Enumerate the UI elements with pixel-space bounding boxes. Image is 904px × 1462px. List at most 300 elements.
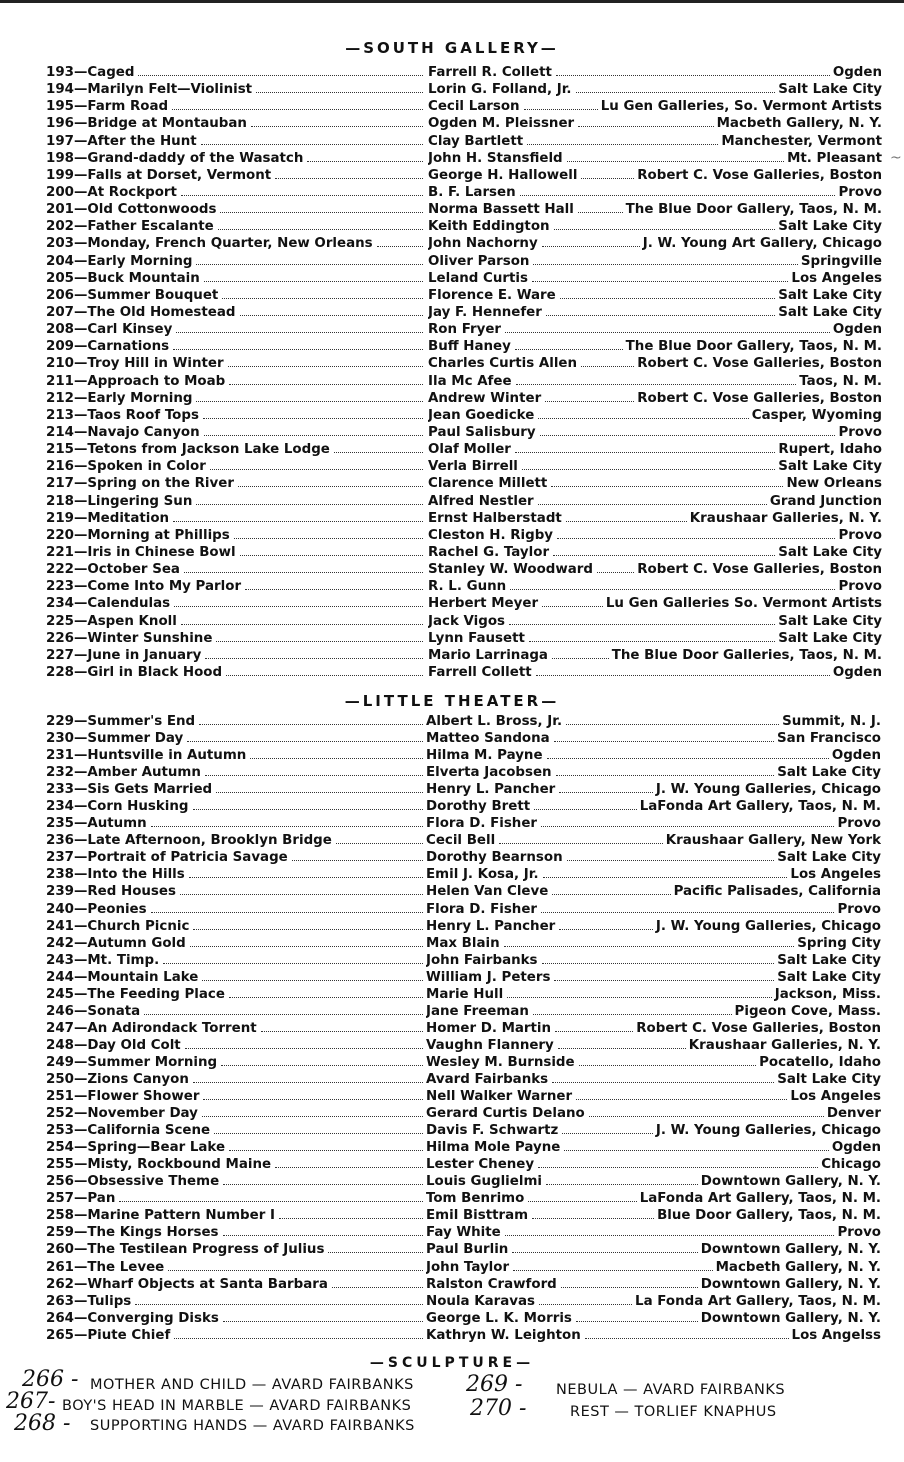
entry-location: The Blue Door Gallery, Taos, N. M. [625,202,882,218]
entry-artist: Henry L. Pancher [426,782,556,798]
entry-artist: Stanley W. Woodward [428,562,593,578]
catalog-entry [0,730,904,747]
entry-dash: — [73,1089,88,1105]
entry-artist-location [428,150,882,167]
catalog-entry [0,1156,904,1173]
catalog-entry [0,952,904,969]
catalog-entry [0,407,904,424]
entry-number-title [46,1207,426,1224]
entry-dash: — [73,799,88,815]
entry-number: 225 [46,613,74,629]
entry-number-title [46,1173,426,1190]
entry-number: 229 [46,714,74,729]
entry-dash: — [73,579,88,595]
entry-dash: — [73,304,88,320]
entry-number-title [46,287,426,304]
sculpture-entry-267: BOY'S HEAD IN MARBLE — AVARD FAIRBANKS [62,1398,412,1414]
catalog-entry [0,475,904,492]
dot-leader [515,338,623,350]
entry-artist: Jane Freeman [426,1003,529,1019]
dot-leader [520,184,836,196]
entry-artist-location [426,986,881,1003]
entry-artist: Emil Bisttram [426,1208,529,1224]
entry-artist: Davis F. Schwartz [426,1123,559,1139]
entry-artist-location [428,458,882,475]
entry-artist-location [428,355,882,372]
entry-dash: — [73,1106,88,1122]
entry-artist-location [428,201,882,218]
entry-location: Salt Lake City [778,82,882,98]
entry-artist-location [426,1173,881,1190]
entry-number-title [46,730,426,747]
entry-artist-location [426,866,881,883]
dot-leader [190,935,423,947]
entry-number-title [46,1156,426,1173]
entry-artist: Cecil Larson [428,99,520,115]
entry-number: 258 [46,1208,74,1224]
entry-title: Spring—Bear Lake [87,1140,226,1156]
dot-leader [536,664,830,676]
entry-title: Summer Morning [87,1054,218,1070]
entry-location: Ogden [832,322,882,338]
entry-artist: Dorothy Brett [426,799,531,815]
entry-artist: Cleston H. Rigby [428,527,554,543]
catalog-entry [0,781,904,798]
dot-leader [538,1156,818,1168]
dot-leader [205,764,423,776]
entry-artist-location [428,578,882,595]
entry-number-title [46,1310,426,1327]
entry-artist: Louis Guglielmi [426,1174,542,1190]
entry-location: Lu Gen Galleries So. Vermont Artists [605,596,882,612]
entry-artist: George H. Hallowell [428,167,578,183]
entry-location: Provo [837,1225,881,1241]
entry-number-title [46,1259,426,1276]
dot-leader [203,407,423,419]
dot-leader [556,764,775,776]
entry-title: Zions Canyon [87,1071,189,1087]
entry-dash: — [73,442,88,458]
catalog-entry [0,184,904,201]
dot-leader [216,630,423,642]
dot-leader [193,798,424,810]
dot-leader [275,1156,423,1168]
dot-leader [204,424,423,436]
catalog-entry [0,1139,904,1156]
entry-title: The Levee [87,1259,165,1275]
entry-dash: — [73,270,88,286]
entry-artist-location [428,510,882,527]
catalog-entry [0,1020,904,1037]
entry-number: 216 [46,459,74,475]
entry-title: Meditation [87,510,170,526]
entry-number: 227 [46,647,74,663]
entry-location: Los Angelss [791,1327,881,1343]
entry-title: California Scene [87,1123,211,1139]
catalog-entry [0,561,904,578]
dot-leader [566,713,779,725]
entry-number-title [46,510,426,527]
entry-number: 239 [46,884,74,900]
entry-title: The Kings Horses [87,1225,219,1241]
entry-number: 215 [46,442,74,458]
entry-artist: Ernst Halberstadt [428,510,562,526]
entry-title: Summer Day [87,731,184,747]
catalog-entry [0,527,904,544]
catalog-entry [0,764,904,781]
entry-location: Salt Lake City [777,1071,881,1087]
entry-dash: — [73,1140,88,1156]
entry-artist-location [426,1224,881,1241]
dot-leader [541,901,834,913]
dot-leader [562,1122,653,1134]
catalog-entry [0,1173,904,1190]
entry-title: Father Escalante [87,219,214,235]
entry-location: J. W. Young Galleries, Chicago [655,782,881,798]
entry-number: 196 [46,116,74,132]
entry-number: 209 [46,339,74,355]
entry-location: Macbeth Gallery, N. Y. [716,116,882,132]
entry-number-title [46,304,426,321]
dot-leader [576,1310,698,1322]
entry-title: Wharf Objects at Santa Barbara [87,1276,328,1292]
entry-artist-location [426,1105,881,1122]
entry-location: Downtown Gallery, N. Y. [700,1310,881,1326]
entry-number-title [46,1139,426,1156]
section-title-sculpture: —SCULPTURE— [369,1355,535,1371]
entry-number-title [46,781,426,798]
sculpture-entry-270: REST — TORLIEF KNAPHUS [570,1404,777,1420]
entry-number-title [46,1037,426,1054]
entry-title: Autumn [87,816,147,832]
dot-leader [214,1122,423,1134]
dot-leader [542,595,603,607]
dot-leader [566,510,687,522]
entry-number-title [46,270,426,287]
entry-title: Early Morning [87,390,193,406]
dot-leader [332,1276,423,1288]
dot-leader [534,798,637,810]
entry-location: Robert C. Vose Galleries, Boston [637,390,882,406]
entry-title: Approach to Moab [87,373,226,389]
entry-location: Ogden [831,748,881,764]
dot-leader [250,747,423,759]
entry-number: 246 [46,1003,74,1019]
entry-title: An Adirondack Torrent [87,1020,257,1036]
entry-number: 250 [46,1071,74,1087]
entry-dash: — [73,918,88,934]
entry-number: 252 [46,1106,74,1122]
entry-artist-location [426,1037,881,1054]
entry-number: 263 [46,1293,74,1309]
entry-artist: Lynn Fausett [428,630,525,646]
entry-number-title [46,218,426,235]
entry-title: Mt. Timp. [87,952,160,968]
entry-location: Salt Lake City [778,219,882,235]
entry-title: Spoken in Color [87,459,206,475]
entry-number: 206 [46,287,74,303]
entry-artist: John Nachorny [428,236,538,252]
entry-artist-location [426,747,881,764]
entry-number: 207 [46,304,74,320]
dot-leader [561,1276,698,1288]
entry-dash: — [73,287,88,303]
entry-artist-location [428,287,882,304]
entry-artist-location [428,235,882,252]
dot-leader [228,355,423,367]
entry-number-title [46,1293,426,1310]
entry-artist-location [426,1071,881,1088]
catalog-entry [0,544,904,561]
entry-number-title [46,1122,426,1139]
entry-dash: — [73,969,88,985]
entry-artist: John Taylor [426,1259,510,1275]
dot-leader [377,235,423,247]
entry-number: 232 [46,765,74,781]
entry-dash: — [73,1259,88,1275]
entry-dash: — [73,748,88,764]
entry-dash: — [73,664,88,680]
catalog-entry [0,901,904,918]
entry-dash: — [73,1157,88,1173]
entry-title: Carl Kinsey [87,322,173,338]
handwritten-number-269: 269 - [466,1372,523,1397]
entry-artist-location [426,952,881,969]
entry-title: Peonies [87,901,147,917]
catalog-entry [0,355,904,372]
catalog-entry [0,595,904,612]
catalog-entry [0,235,904,252]
dot-leader [193,918,423,930]
entry-artist-location [428,613,882,630]
entry-dash: — [73,986,88,1002]
entry-number-title [46,64,426,81]
entry-title: November Day [87,1106,198,1122]
dot-leader [210,458,423,470]
dot-leader [515,441,776,453]
entry-title: Corn Husking [87,799,189,815]
entry-number: 247 [46,1020,74,1036]
catalog-entry [0,866,904,883]
entry-dash: — [73,356,88,372]
entry-number-title [46,1276,426,1293]
entry-artist-location [428,561,882,578]
dot-leader [216,781,423,793]
dot-leader [578,201,623,213]
entry-number-title [46,355,426,372]
entry-location: Ogden [831,1140,881,1156]
entry-location: Denver [826,1106,881,1122]
dot-leader [576,81,776,93]
entry-artist: Marie Hull [426,986,504,1002]
entry-title: Navajo Canyon [87,424,200,440]
entry-number-title [46,901,426,918]
entry-dash: — [73,459,88,475]
entry-number-title [46,630,426,647]
catalog-entry [0,373,904,390]
entry-dash: — [73,510,88,526]
entry-artist-location [426,1293,881,1310]
dot-leader [510,578,835,590]
dot-leader [597,561,634,573]
entry-number-title [46,167,426,184]
entry-number-title [46,321,426,338]
entry-artist-location [426,798,881,815]
entry-artist-location [428,407,882,424]
entry-dash: — [73,765,88,781]
dot-leader [279,1207,423,1219]
entry-dash: — [73,647,88,663]
dot-leader [542,235,640,247]
entry-dash: — [73,544,88,560]
entry-number-title [46,407,426,424]
entry-dash: — [73,1174,88,1190]
dot-leader [199,713,423,725]
entry-dash: — [73,1310,88,1326]
entry-number: 201 [46,202,74,218]
dot-leader [180,883,423,895]
dot-leader [203,1088,423,1100]
entry-dash: — [73,1208,88,1224]
page-top-border [0,0,904,3]
entry-number: 204 [46,253,74,269]
dot-leader [221,1054,423,1066]
dot-leader [223,1173,423,1185]
entry-title: Troy Hill in Winter [87,356,224,372]
catalog-entry [0,253,904,270]
entry-dash: — [73,850,88,866]
entry-artist: Albert L. Bross, Jr. [426,714,563,729]
entry-dash: — [73,167,88,183]
dot-leader [541,815,834,827]
entry-number: 241 [46,918,74,934]
entry-artist: Helen Van Cleve [426,884,549,900]
entry-location: Pocatello, Idaho [759,1054,881,1070]
entry-location: Kraushaar Galleries, N. Y. [689,510,882,526]
entry-dash: — [73,202,88,218]
entry-artist-location [426,1054,881,1071]
entry-title: Red Houses [87,884,176,900]
entry-artist-location [426,1327,881,1344]
entry-artist-location [426,815,881,832]
catalog-entry [0,98,904,115]
entry-dash: — [73,562,88,578]
dot-leader [513,1259,713,1271]
entry-number: 221 [46,544,74,560]
dot-leader [226,664,423,676]
entry-location: Ogden [832,664,882,680]
entry-artist: Rachel G. Taylor [428,544,550,560]
entry-artist: Homer D. Martin [426,1020,552,1036]
entry-artist-location [426,1259,881,1276]
catalog-entry [0,613,904,630]
entry-dash: — [73,322,88,338]
entry-dash: — [73,424,88,440]
dot-leader [552,647,609,659]
dot-leader [552,1071,774,1083]
dot-leader [540,424,836,436]
entry-location: Provo [838,424,882,440]
entry-artist: Buff Haney [428,339,511,355]
entry-title: Tetons from Jackson Lake Lodge [87,442,330,458]
entry-artist-location [428,527,882,544]
entry-location: Springville [800,253,882,269]
catalog-entry [0,390,904,407]
entry-number: 198 [46,150,74,166]
entry-dash: — [73,731,88,747]
entry-number: 205 [46,270,74,286]
entry-artist: Leland Curtis [428,270,528,286]
catalog-entry [0,1224,904,1241]
entry-number-title [46,81,426,98]
entry-artist: Hilma M. Payne [426,748,543,764]
entry-number: 260 [46,1242,74,1258]
entry-artist: Florence E. Ware [428,287,556,303]
entry-number-title [46,253,426,270]
entry-number: 254 [46,1140,74,1156]
entry-number: 257 [46,1191,74,1207]
entry-dash: — [73,1242,88,1258]
dot-leader [334,441,423,453]
entry-title: Morning at Phillips [87,527,230,543]
entry-artist: Wesley M. Burnside [426,1054,575,1070]
entry-number: 265 [46,1327,74,1343]
entry-artist: Ila Mc Afee [428,373,512,389]
entry-artist: John Fairbanks [426,952,538,968]
entry-title: Caged [87,65,135,80]
dot-leader [543,866,788,878]
entry-number: 213 [46,407,74,423]
dot-leader [229,373,423,385]
dot-leader [559,781,653,793]
dot-leader [202,969,423,981]
entry-artist-location [426,764,881,781]
entry-number-title [46,1020,426,1037]
entry-title: Church Picnic [87,918,190,934]
entry-dash: — [73,253,88,269]
dot-leader [184,561,423,573]
entry-number-title [46,918,426,935]
entry-location: J. W. Young Galleries, Chicago [655,1123,881,1139]
entry-artist: Hilma Mole Payne [426,1140,561,1156]
catalog-entry [0,133,904,150]
entry-title: June in January [87,647,202,663]
entry-title: Obsessive Theme [87,1174,220,1190]
dot-leader [193,1071,423,1083]
catalog-entry [0,493,904,510]
dot-leader [328,1241,423,1253]
entry-location: Salt Lake City [777,765,881,781]
dot-leader [552,883,670,895]
entry-location: Robert C. Vose Galleries, Boston [637,562,882,578]
entry-artist: Clarence Millett [428,476,548,492]
entry-artist: Nell Walker Warner [426,1089,573,1105]
entry-number: 195 [46,99,74,115]
entry-location: Kraushaar Gallery, New York [665,833,881,849]
entry-location: Downtown Gallery, N. Y. [700,1174,881,1190]
entry-location: Los Angeles [791,270,882,286]
entry-location: Manchester, Vermont [721,133,882,149]
catalog-entry [0,441,904,458]
entry-artist: Charles Curtis Allen [428,356,578,372]
entry-number: 255 [46,1157,74,1173]
entry-artist-location [428,270,882,287]
entry-title: Into the Hills [87,867,185,883]
entry-artist: R. L. Gunn [428,579,507,595]
catalog-entry [0,321,904,338]
section-title-south-gallery: —SOUTH GALLERY— [345,39,559,57]
entry-location: Rupert, Idaho [778,442,882,458]
